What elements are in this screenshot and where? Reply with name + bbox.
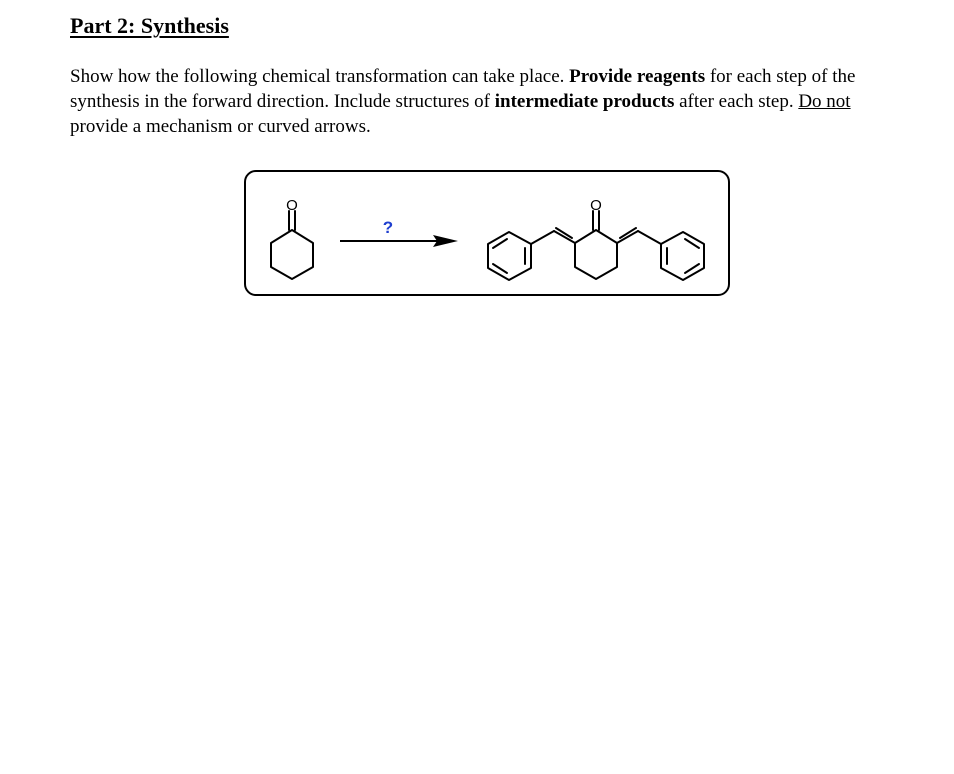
- product-oxygen-atom-label: O: [590, 197, 602, 214]
- product-cyclohexane-ring: [575, 230, 617, 279]
- cyclohexanone-structure: [271, 211, 313, 279]
- instructions-paragraph: [70, 64, 910, 139]
- page-title: Part 2: Synthesis: [70, 13, 229, 38]
- reaction-scheme: [244, 170, 730, 296]
- instructions-text-1: Show how the following chemical transformation can take place.: [70, 66, 570, 87]
- product-structure: [488, 211, 704, 280]
- oxygen-atom-label: O: [286, 197, 298, 214]
- instructions-text-4: provide a mechanism or curved arrows.: [70, 116, 371, 137]
- instructions-bold-intermediates: intermediate products: [494, 91, 675, 112]
- instructions-bold-reagents: Provide reagents: [569, 66, 706, 87]
- reagent-question-mark: ?: [382, 218, 394, 237]
- instructions-underline-do-not: Do not: [798, 91, 851, 112]
- instructions-text-3: after each step.: [674, 91, 799, 112]
- cyclohexane-ring: [271, 230, 313, 279]
- instructions-text-2: for each step of the synthesis in the forward direction. Include structures of: [70, 66, 856, 112]
- left-phenyl-link: [531, 231, 554, 244]
- right-phenyl-link: [638, 231, 661, 244]
